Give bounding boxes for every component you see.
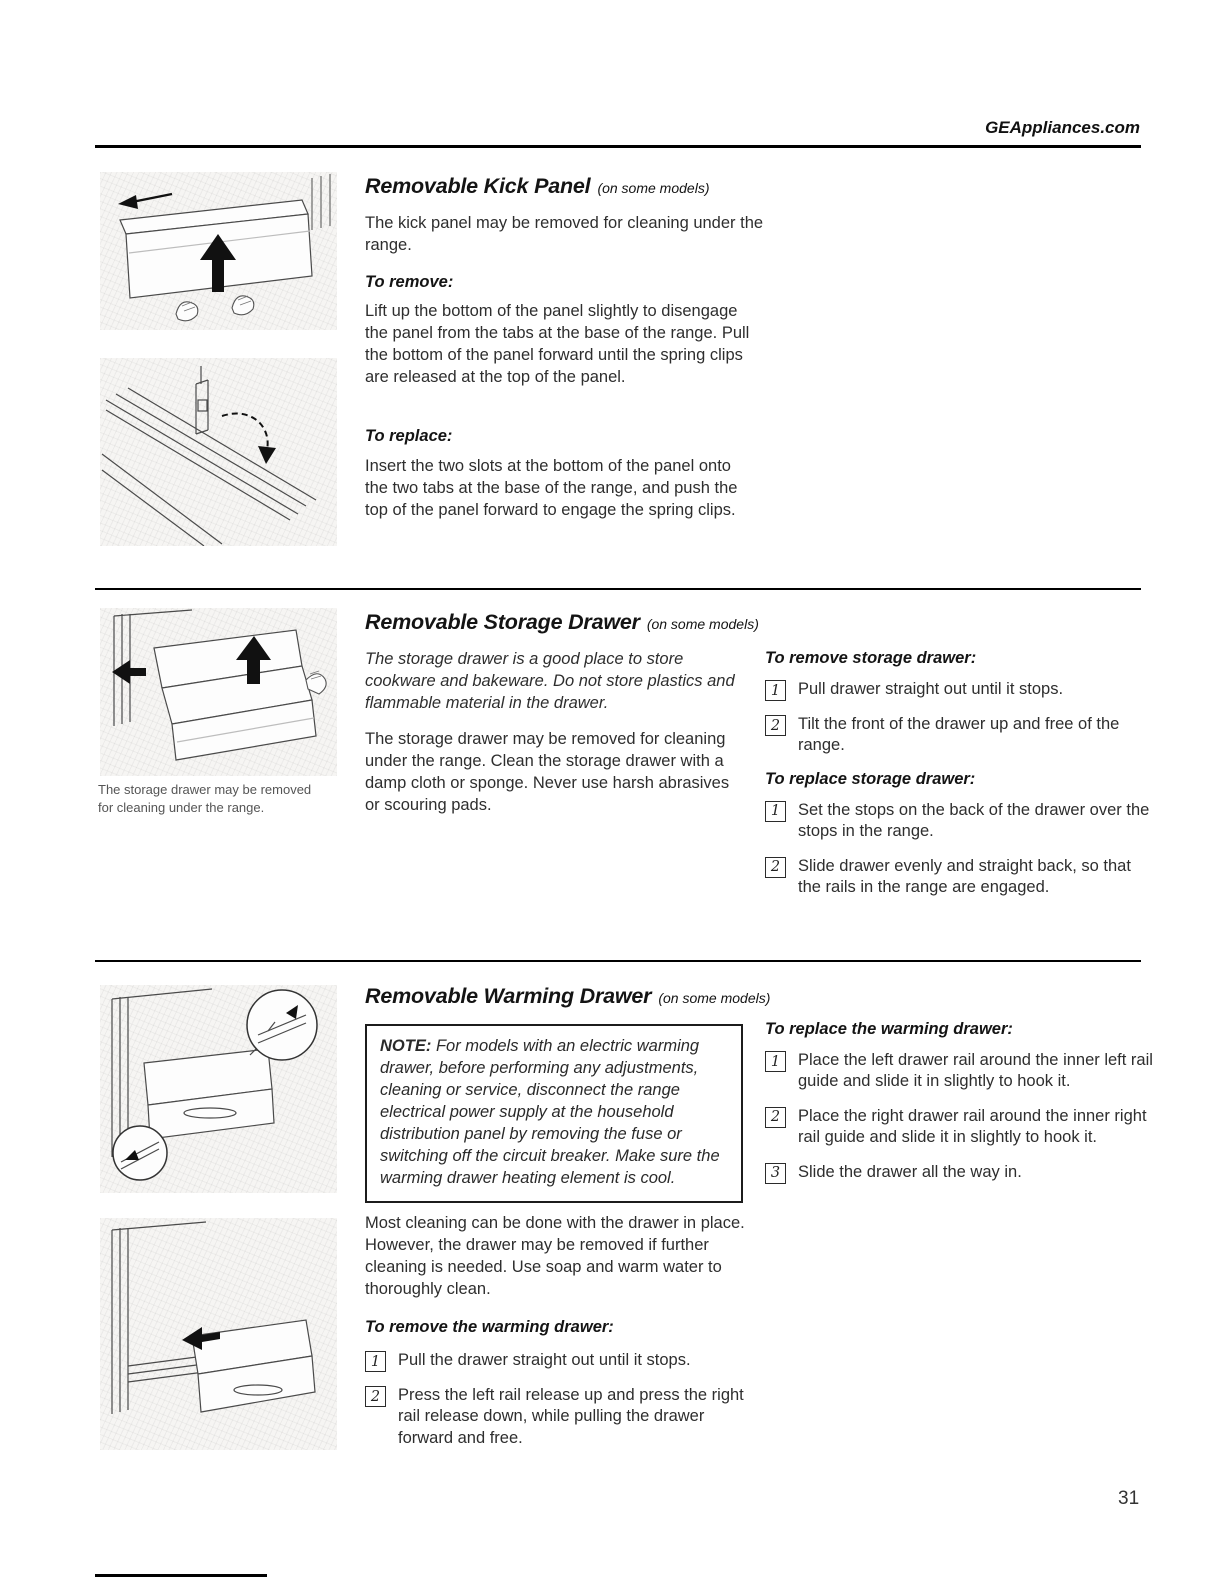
step-number-box: 1: [765, 680, 786, 701]
step-number-box: 2: [765, 1107, 786, 1128]
step-number-box: 3: [765, 1163, 786, 1184]
note-text: For models with an electric warming drawer, before performing any adjustments, cleaning or service, disconnect the range electrical power supply at the household distribution panel by removing the fuse or switching off the circuit breaker. Make sure the warming drawer heating element is cool.: [380, 1037, 720, 1187]
page-number: 31: [1118, 1488, 1140, 1509]
kick-panel-title-text: Removable Kick Panel: [365, 174, 591, 198]
step-text: Tilt the front of the drawer up and free of the range.: [798, 715, 1120, 755]
storage-drawer-caption: The storage drawer may be removed for cleaning under the range.: [98, 782, 312, 815]
kick-panel-rail-illustration: [100, 358, 337, 546]
warming-drawer-note: [365, 1024, 743, 1203]
warming-replace-heading: To replace the warming drawer:: [765, 1020, 1013, 1038]
step-text: Place the left drawer rail around the inner left rail guide and slide it in slightly to hook it.: [798, 1051, 1153, 1091]
warming-drawer-removed-illustration: [100, 1218, 337, 1450]
step-text: Place the right drawer rail around the inner right rail guide and slide it in slightly to hook it.: [798, 1106, 1147, 1147]
step-item: [765, 1050, 1157, 1093]
warming-replace-column: [765, 1020, 1157, 1197]
step-text: Slide drawer evenly and straight back, so that the rails in the range are engaged.: [798, 856, 1131, 897]
step-item: [365, 1385, 753, 1449]
section-divider-1: [95, 588, 1141, 590]
step-text: Pull the drawer straight out until it stops.: [398, 1351, 691, 1369]
step-item: [765, 1162, 1157, 1184]
storage-drawer-body: The storage drawer may be removed for cleaning under the range. Clean the storage drawer with a damp cloth or sponge. Never use harsh abrasives or scouring pads.: [365, 730, 730, 815]
storage-drawer-title-suffix: (on some models): [646, 616, 759, 632]
footer-rule: [95, 1574, 267, 1577]
warming-drawer-body: Most cleaning can be done with the drawer in place. However, the drawer may be removed if further cleaning is needed. Use soap and warm water to thoroughly clean.: [365, 1214, 745, 1299]
kick-panel-remove-heading: To remove:: [365, 273, 454, 291]
header-rule: [95, 145, 1141, 148]
kick-panel-remove-text: Lift up the bottom of the panel slightly to disengage the panel from the tabs at the base of the range. Pull the bottom of the panel forward until the spring clips are released at the top of the panel.: [365, 302, 750, 387]
step-number-box: 1: [365, 1351, 386, 1372]
storage-drawer-steps-column: [765, 649, 1153, 912]
step-number-box: 1: [765, 1051, 786, 1072]
kick-panel-title: [365, 174, 709, 199]
step-item: [365, 1350, 753, 1372]
warming-remove-heading: To remove the warming drawer:: [365, 1318, 614, 1336]
kick-panel-replace-heading: To replace:: [365, 427, 453, 445]
step-text: Slide the drawer all the way in.: [798, 1162, 1022, 1181]
storage-drawer-illustration: [100, 608, 337, 776]
step-text: Set the stops on the back of the drawer over the stops in the range.: [798, 800, 1150, 841]
site-url: GEAppliances.com: [985, 118, 1140, 137]
step-text: Press the left rail release up and press the right rail release down, while pulling the drawer forward and free.: [398, 1386, 744, 1447]
step-number-box: 1: [765, 801, 786, 822]
kick-panel-lift-illustration: [100, 172, 337, 330]
step-item: [765, 1106, 1157, 1149]
warming-drawer-title: [365, 984, 770, 1009]
step-text: Pull drawer straight out until it stops.: [798, 680, 1064, 698]
storage-remove-heading: To remove storage drawer:: [765, 649, 977, 667]
note-label: NOTE:: [380, 1037, 432, 1055]
step-number-box: 2: [365, 1386, 386, 1407]
warming-remove-steps: [365, 1350, 753, 1462]
kick-panel-replace-text: Insert the two slots at the bottom of the panel onto the two tabs at the base of the range, and push the top of the panel forward to engage the spring clips.: [365, 457, 738, 520]
step-item: [765, 856, 1153, 899]
step-item: [765, 679, 1153, 701]
storage-drawer-title: [365, 610, 759, 635]
warming-drawer-title-suffix: (on some models): [658, 990, 771, 1006]
warming-drawer-title-text: Removable Warming Drawer: [365, 984, 652, 1008]
step-item: [765, 800, 1153, 843]
step-item: [765, 714, 1153, 757]
warming-drawer-release-illustration: [100, 985, 337, 1193]
storage-drawer-intro: The storage drawer is a good place to store cookware and bakeware. Do not store plastics and flammable material in the drawer.: [365, 650, 735, 713]
step-number-box: 2: [765, 715, 786, 736]
kick-panel-intro: The kick panel may be removed for cleaning under the range.: [365, 214, 764, 255]
step-number-box: 2: [765, 857, 786, 878]
storage-drawer-title-text: Removable Storage Drawer: [365, 610, 640, 634]
kick-panel-title-suffix: (on some models): [597, 180, 710, 196]
section-divider-2: [95, 960, 1141, 962]
storage-replace-heading: To replace storage drawer:: [765, 769, 976, 788]
